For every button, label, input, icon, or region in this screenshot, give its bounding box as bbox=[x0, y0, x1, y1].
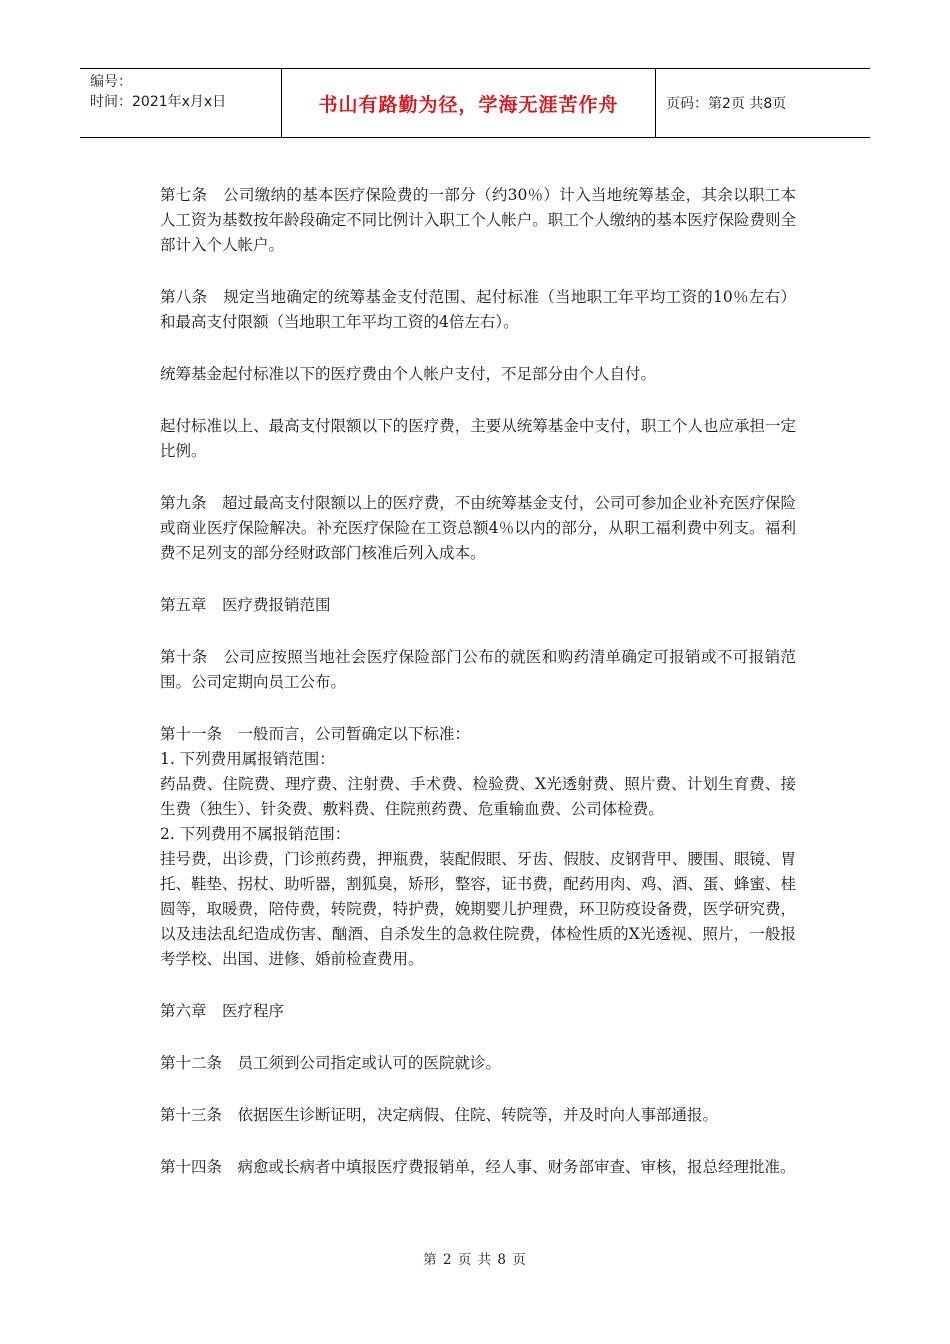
document-number-label: 编号： bbox=[90, 74, 132, 90]
chapter-6-heading: 第六章 医疗程序 bbox=[160, 1002, 285, 1020]
article-14: 第十四条 病愈或长病者中填报医疗费报销单，经人事、财务部审查、审核，报总经理批准。 bbox=[160, 1158, 796, 1176]
article-11-item-1-body: 药品费、住院费、理疗费、注射费、手术费、检验费、X光透射费、照片费、计划生育费、接生费（独生）、针灸费、敷料费、住院煎药费、危重输血费、公司体检费。 bbox=[160, 775, 796, 818]
article-11-item-2-body: 挂号费，出诊费，门诊煎药费，押瓶费，装配假眼、牙齿、假肢、皮钢背甲、腰围、眼镜、胃托、鞋垫、拐杖、助听器，割狐臭，矫形，整容，证书费，配药用肉、鸡、酒、蛋、蜂蜜、桂圆等，取暖费，陪侍费，转院费，特护费，娩期婴儿护理费，环卫防疫设备费，医学研究费，以及违法乱纪造成伤害、酗酒、自杀发生的急救住院费，体检性质的X光透视、照片，一般报考学校、出国、进修、婚前检查费用。 bbox=[160, 850, 796, 968]
article-8: 第八条 规定当地确定的统筹基金支付范围、起付标准（当地职工年平均工资的10％左右）和最高支付限额（当地职工年平均工资的4倍左右）。 bbox=[160, 288, 796, 331]
chapter-5-heading: 第五章 医疗费报销范围 bbox=[160, 596, 331, 614]
document-date: 时间：2021年x月x日 bbox=[90, 94, 227, 110]
header-slogan: 书山有路勤为径，学海无涯苦作舟 bbox=[318, 93, 619, 116]
header-slogan-cell bbox=[282, 69, 656, 137]
article-13: 第十三条 依据医生诊断证明，决定病假、住院、转院等，并及时向人事部通报。 bbox=[160, 1106, 719, 1124]
header-page-cell bbox=[656, 69, 870, 137]
article-7: 第七条 公司缴纳的基本医疗保险费的一部分（约30％）计入当地统筹基金，其余以职工本人工资为基数按年龄段确定不同比例计入职工个人帐户。职工个人缴纳的基本医疗保险费则全部计入个人帐户。 bbox=[160, 186, 796, 254]
article-10: 第十条 公司应按照当地社会医疗保险部门公布的就医和购药清单确定可报销或不可报销范围。公司定期向员工公布。 bbox=[160, 648, 796, 691]
article-11 bbox=[160, 722, 796, 972]
article-11-item-2-title: 2. 下列费用不属报销范围： bbox=[160, 825, 351, 843]
page-footer: 第 2 页 共 8 页 bbox=[423, 1252, 527, 1268]
article-9: 第九条 超过最高支付限额以上的医疗费，不由统筹基金支付，公司可参加企业补充医疗保险或商业医疗保险解决。补充医疗保险在工资总额4％以内的部分，从职工福利费中列支。福利费不足列支的部分经财政部门核准后列入成本。 bbox=[160, 494, 796, 562]
article-12: 第十二条 员工须到公司指定或认可的医院就诊。 bbox=[160, 1054, 502, 1072]
page-header bbox=[80, 68, 870, 138]
article-8-clause-2: 起付标准以上、最高支付限额以下的医疗费，主要从统筹基金中支付，职工个人也应承担一定比例。 bbox=[160, 417, 796, 460]
article-11-intro: 第十一条 一般而言，公司暂确定以下标准： bbox=[160, 725, 471, 743]
article-11-item-1-title: 1. 下列费用属报销范围： bbox=[160, 750, 335, 768]
header-meta bbox=[80, 69, 282, 137]
header-page-number: 页码：第2页 共8页 bbox=[666, 96, 787, 112]
document-body bbox=[160, 183, 796, 1180]
article-8-clause-1: 统筹基金起付标准以下的医疗费由个人帐户支付，不足部分由个人自付。 bbox=[160, 365, 657, 383]
